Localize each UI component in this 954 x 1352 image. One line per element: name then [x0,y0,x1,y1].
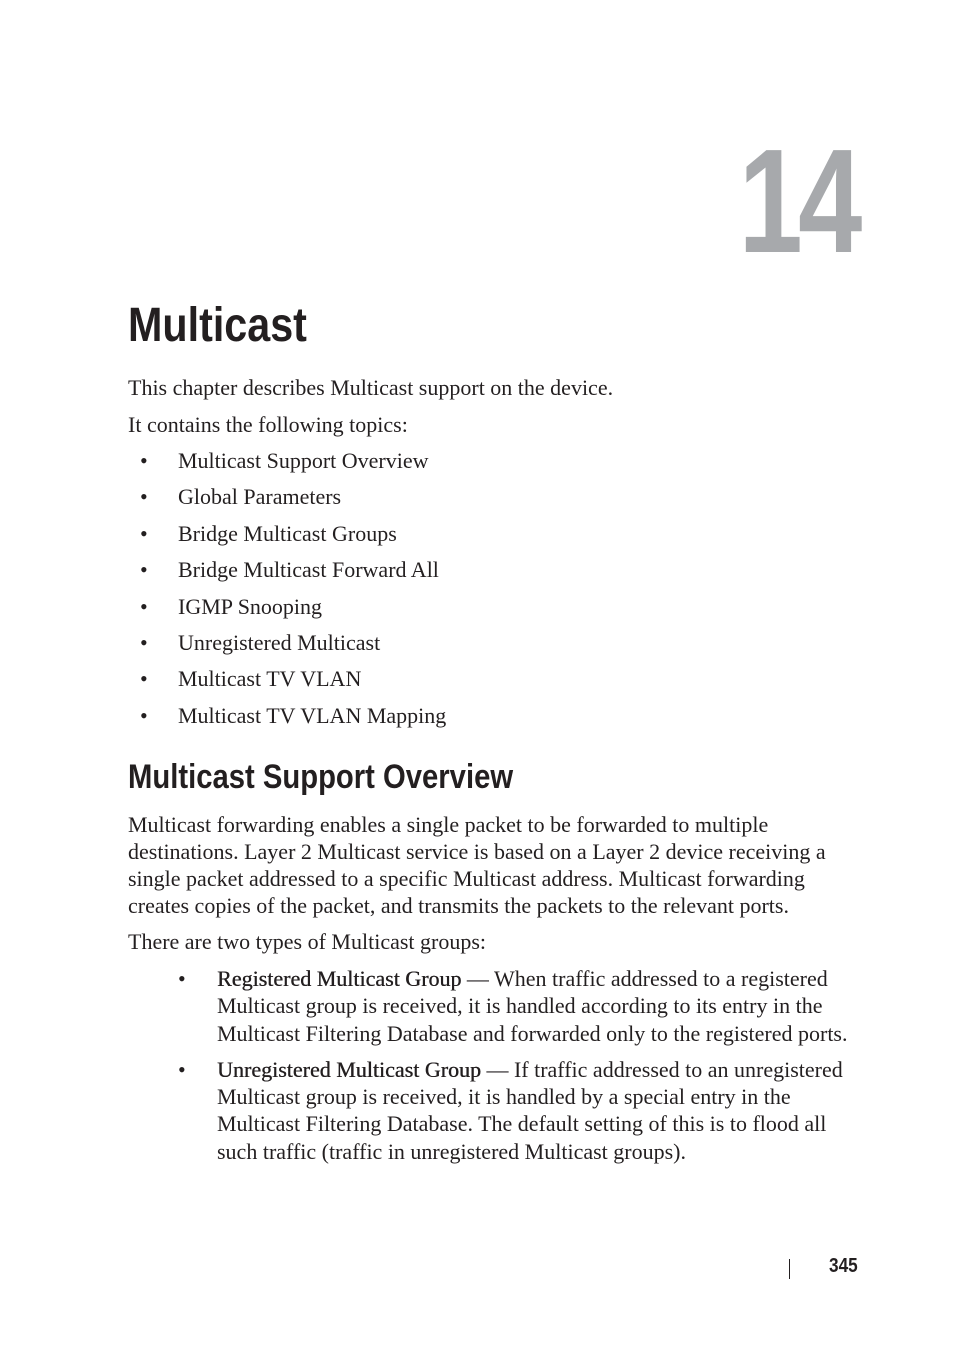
footer-divider [789,1259,790,1279]
topic-link[interactable]: Unregistered Multicast [178,629,381,655]
topic-link[interactable]: Bridge Multicast Groups [178,520,397,546]
list-item [128,447,446,483]
page-number: 345 [829,1255,858,1277]
bullet-icon: • [140,557,148,583]
bullet-icon: • [140,666,148,692]
bullet-icon: • [140,702,148,728]
multicast-types-list [178,965,858,1174]
type-separator: — [461,966,495,991]
list-item [128,556,446,592]
list-item [178,965,858,1047]
bullet-icon: • [178,1056,186,1082]
bullet-icon: • [140,520,148,546]
topic-link[interactable]: Global Parameters [178,484,342,510]
types-lead: There are two types of Multicast groups: [128,929,487,954]
type-separator: — [480,1056,514,1082]
intro-description: This chapter describes Multicast support on the device. [128,375,614,400]
type-description: When traffic addressed to a registered Multicast group is received, it is handled according to its entry in the Multicast Filtering Database and forwarded only to the registered ports. [217,966,848,1046]
topic-link[interactable]: IGMP Snooping [178,593,323,619]
topics-list [128,447,446,738]
list-item [128,665,446,701]
list-item [128,483,446,519]
topic-link[interactable]: Bridge Multicast Forward All [178,557,439,583]
overview-paragraph: Multicast forwarding enables a single packet to be forwarded to multiple destinations. Layer 2 Multicast service is based on a Layer 2 device receiving a single packet addressed to a specific Multicast address. Multicast forwarding creates copies of the packet, and transmits the packets to the relevant ports. [128,812,826,918]
topic-link[interactable]: Multicast TV VLAN [178,666,362,692]
list-item [178,1056,858,1165]
topics-lead: It contains the following topics: [128,412,408,437]
bullet-icon: • [140,448,148,473]
topic-link[interactable]: Multicast TV VLAN Mapping [178,702,447,728]
bullet-icon: • [178,966,186,991]
chapter-title: Multicast [128,299,307,352]
topic-link[interactable]: Multicast Support Overview [178,448,429,473]
type-term: Registered Multicast Group [217,966,462,991]
bullet-icon: • [140,484,148,510]
bullet-icon: • [140,593,148,619]
list-item [128,629,446,665]
type-term: Unregistered Multicast Group [217,1056,481,1082]
list-item [128,702,446,738]
list-item [128,593,446,629]
section-title: Multicast Support Overview [128,758,514,796]
chapter-number: 14 [738,119,858,284]
list-item [128,520,446,556]
bullet-icon: • [140,629,148,655]
type-description: If traffic addressed to an unregistered Multicast group is received, it is handled by a special entry in the Multicast Filtering Database. The default setting of this is to flood all such traffic (traffic in unregistered Multicast groups). [217,1056,843,1164]
